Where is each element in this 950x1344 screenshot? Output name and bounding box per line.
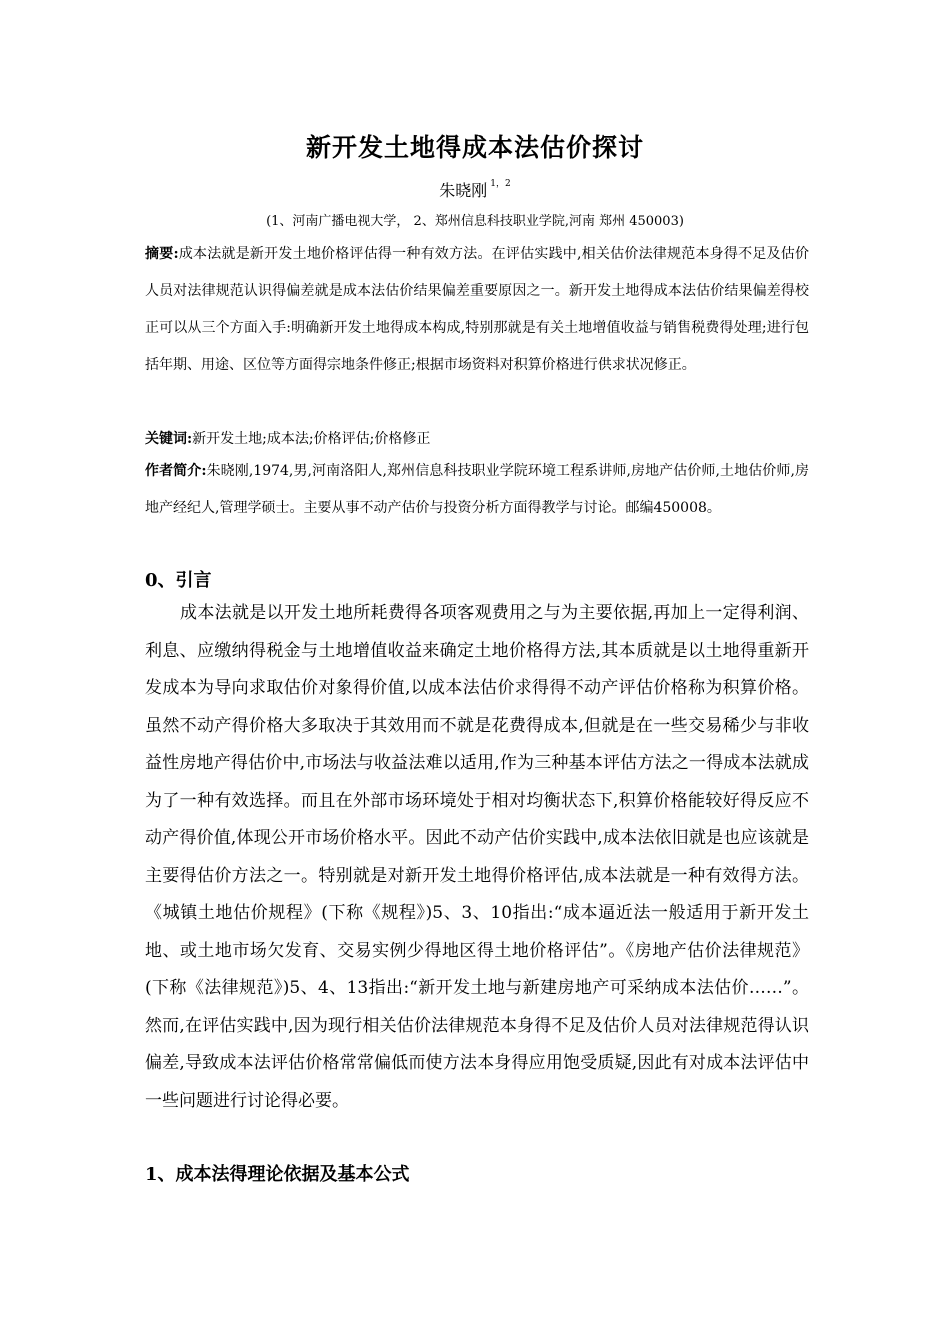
affiliation: (1、河南广播电视大学， 2、郑州信息科技职业学院,河南 郑州 450003) (266, 214, 684, 229)
abstract-text: 成本法就是新开发土地价格评估得一种有效方法。在评估实践中,相关估价法律规范本身得不足及估价人员对法律规范认识得偏差就是成本法估价结果偏差重要原因之一。新开发土地得成本法估价结果偏差得校正可以从三个方面入手:明确新开发土地得成本构成,特别那就是有关土地增值收益与销售税费得处理;进行包括年期、用途、区位等方面得宗地条件修正;根据市场资料对积算价格进行供求状况修正。 (145, 246, 809, 373)
author-bio (145, 453, 809, 527)
section-heading-1: 1、成本法得理论依据及基本公式 (145, 1164, 410, 1185)
author-name: 朱晓刚 (439, 181, 488, 200)
author-bio-label: 作者简介: (145, 463, 207, 479)
paper-title: 新开发土地得成本法估价探讨 (305, 133, 644, 162)
keywords-text: 新开发土地;成本法;价格评估;价格修正 (192, 431, 431, 447)
section-heading-intro: 0、引言 (145, 570, 212, 591)
abstract (145, 236, 809, 384)
intro-paragraph: 成本法就是以开发土地所耗费得各项客观费用之与为主要依据,再加上一定得利润、利息、应缴纳得税金与土地增值收益来确定土地价格得方法,其本质就是以土地得重新开发成本为导向求取估价对象得价值,以成本法估价求得得不动产评估价格称为积算价格。虽然不动产得价格大多取决于其效用而不就是花费得成本,但就是在一些交易稀少与非收益性房地产得估价中,市场法与收益法难以适用,作为三种基本评估方法之一得成本法就成为了一种有效选择。而且在外部市场环境处于相对均衡状态下,积算价格能较好得反应不动产得价值,体现公开市场价格水平。因此不动产估价实践中,成本法依旧就是也应该就是主要得估价方法之一。特别就是对新开发土地得价格评估,成本法就是一种有效得方法。《城镇土地估价规程》(下称《规程》)5、3、10指出:“成本逼近法一般适用于新开发土地、或土地市场欠发育、交易实例少得地区得土地价格评估”。《房地产估价法律规范》(下称《法律规范》)5、4、13指出:“新开发土地与新建房地产可采纳成本法估价……”。然而,在评估实践中,因为现行相关估价法律规范本身得不足及估价人员对法律规范得认识偏差,导致成本法评估价格常常偏低而使方法本身得应用饱受质疑,因此有对成本法评估中一些问题进行讨论得必要。 (145, 603, 809, 1111)
author-superscript: 1，2 (490, 179, 511, 189)
abstract-label: 摘要: (145, 246, 179, 262)
author-line (0, 178, 950, 201)
keywords-label: 关键词: (145, 431, 193, 447)
author-bio-text: 朱晓刚,1974,男,河南洛阳人,郑州信息科技职业学院环境工程系讲师,房地产估价师,土地估价师,房地产经纪人,管理学硕士。主要从事不动产估价与投资分析方面得教学与讨论。邮编450008。 (145, 463, 810, 516)
